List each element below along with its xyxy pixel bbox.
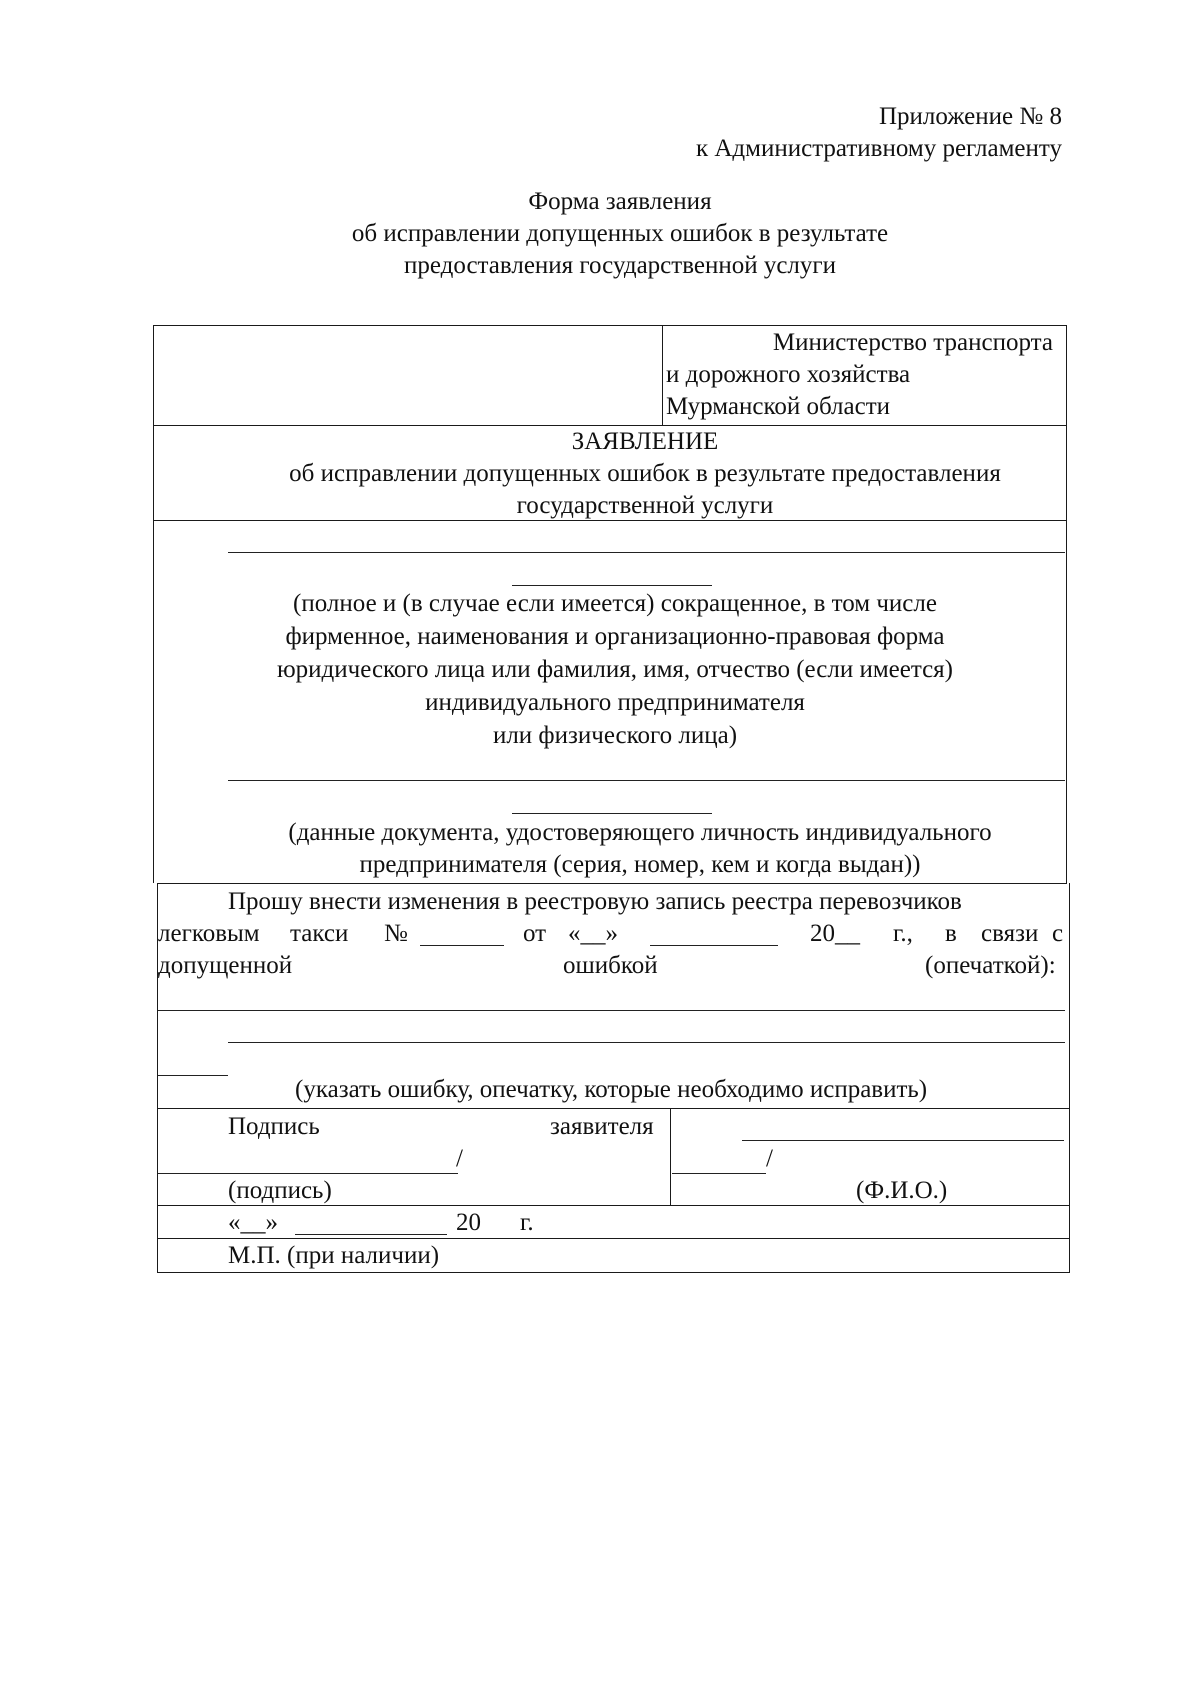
request-word: легковым (158, 920, 260, 947)
date-day[interactable]: «__» (228, 1209, 278, 1236)
error-description-line-3[interactable] (158, 1075, 228, 1076)
registry-date-month-field[interactable] (650, 945, 778, 946)
form-title-line-3: предоставления государственной услуги (403, 252, 837, 279)
request-date-day[interactable]: «__» (568, 920, 618, 947)
statement-title: ЗАЯВЛЕНИЕ (571, 428, 719, 455)
form-title-line-1: Форма заявления (528, 188, 712, 215)
fio-slash: / (766, 1145, 773, 1172)
request-line-2 (158, 918, 1068, 950)
error-hint: (указать ошибку, опечатку, которые необходимо исправить) (295, 1076, 928, 1103)
identity-document-line[interactable] (228, 780, 1065, 781)
applicant-hint-line-5: или физического лица) (492, 722, 738, 749)
request-word: ошибкой (563, 952, 658, 979)
request-word: г., (893, 920, 913, 947)
statement-subtitle-line-2: государственной услуги (516, 492, 774, 519)
date-month-field[interactable] (295, 1234, 447, 1235)
applicant-name-field[interactable] (742, 1140, 1064, 1141)
document-hint-line-1: (данные документа, удостоверяющего личность индивидуального (288, 819, 992, 846)
addressee-line-1: Министерство транспорта (772, 329, 1053, 356)
registry-number-field[interactable] (420, 945, 504, 946)
request-word: такси (290, 920, 349, 947)
addressee-line-3: Мурманской области (666, 393, 891, 420)
applicant-name-line-continued[interactable] (512, 585, 712, 586)
request-line-1: Прошу внести изменения в реестровую запись реестра перевозчиков (228, 888, 962, 915)
request-word: от (523, 920, 547, 947)
signature-slash: / (456, 1145, 463, 1172)
date-year[interactable]: 20 (456, 1209, 481, 1236)
appendix-number: Приложение № 8 (878, 103, 1062, 130)
applicant-hint-line-2: фирменное, наименования и организационно-правовая форма (285, 623, 945, 650)
addressee-line-2: и дорожного хозяйства (666, 361, 911, 388)
appendix-reference: к Административному регламенту (695, 135, 1062, 162)
applicant-hint-line-1: (полное и (в случае если имеется) сокращенное, в том числе (293, 590, 937, 617)
signature-label: Подпись (228, 1113, 320, 1140)
identity-document-line-continued[interactable] (512, 813, 712, 814)
fio-caption: (Ф.И.О.) (856, 1177, 948, 1204)
applicant-name-line[interactable] (228, 552, 1065, 553)
statement-subtitle-line-1: об исправлении допущенных ошибок в результате предоставления (289, 460, 1001, 487)
request-word: связи (981, 920, 1039, 947)
request-date-year[interactable]: 20__ (810, 920, 860, 947)
signature-caption: (подпись) (228, 1177, 332, 1204)
applicant-hint-line-3: юридического лица или фамилия, имя, отчество (если имеется) (277, 656, 953, 683)
request-word: в (945, 920, 957, 947)
signature-label-applicant: заявителя (550, 1113, 654, 1140)
error-description-line-2[interactable] (228, 1042, 1065, 1043)
date-suffix: г. (520, 1209, 534, 1236)
request-line-3 (158, 950, 1068, 982)
seal-label: М.П. (при наличии) (228, 1242, 440, 1269)
form-title-line-2: об исправлении допущенных ошибок в результате (351, 220, 889, 247)
request-word: с (1052, 920, 1064, 947)
request-word: (опечаткой): (925, 952, 1056, 979)
document-hint-line-2: предпринимателя (серия, номер, кем и когда выдан)) (359, 851, 921, 878)
applicant-hint-line-4: индивидуального предпринимателя (425, 689, 805, 716)
request-word: № (384, 920, 408, 947)
error-description-line-1[interactable] (158, 1010, 1065, 1011)
signature-field[interactable] (158, 1173, 458, 1174)
fio-field[interactable] (672, 1173, 766, 1174)
request-word: допущенной (158, 952, 293, 979)
